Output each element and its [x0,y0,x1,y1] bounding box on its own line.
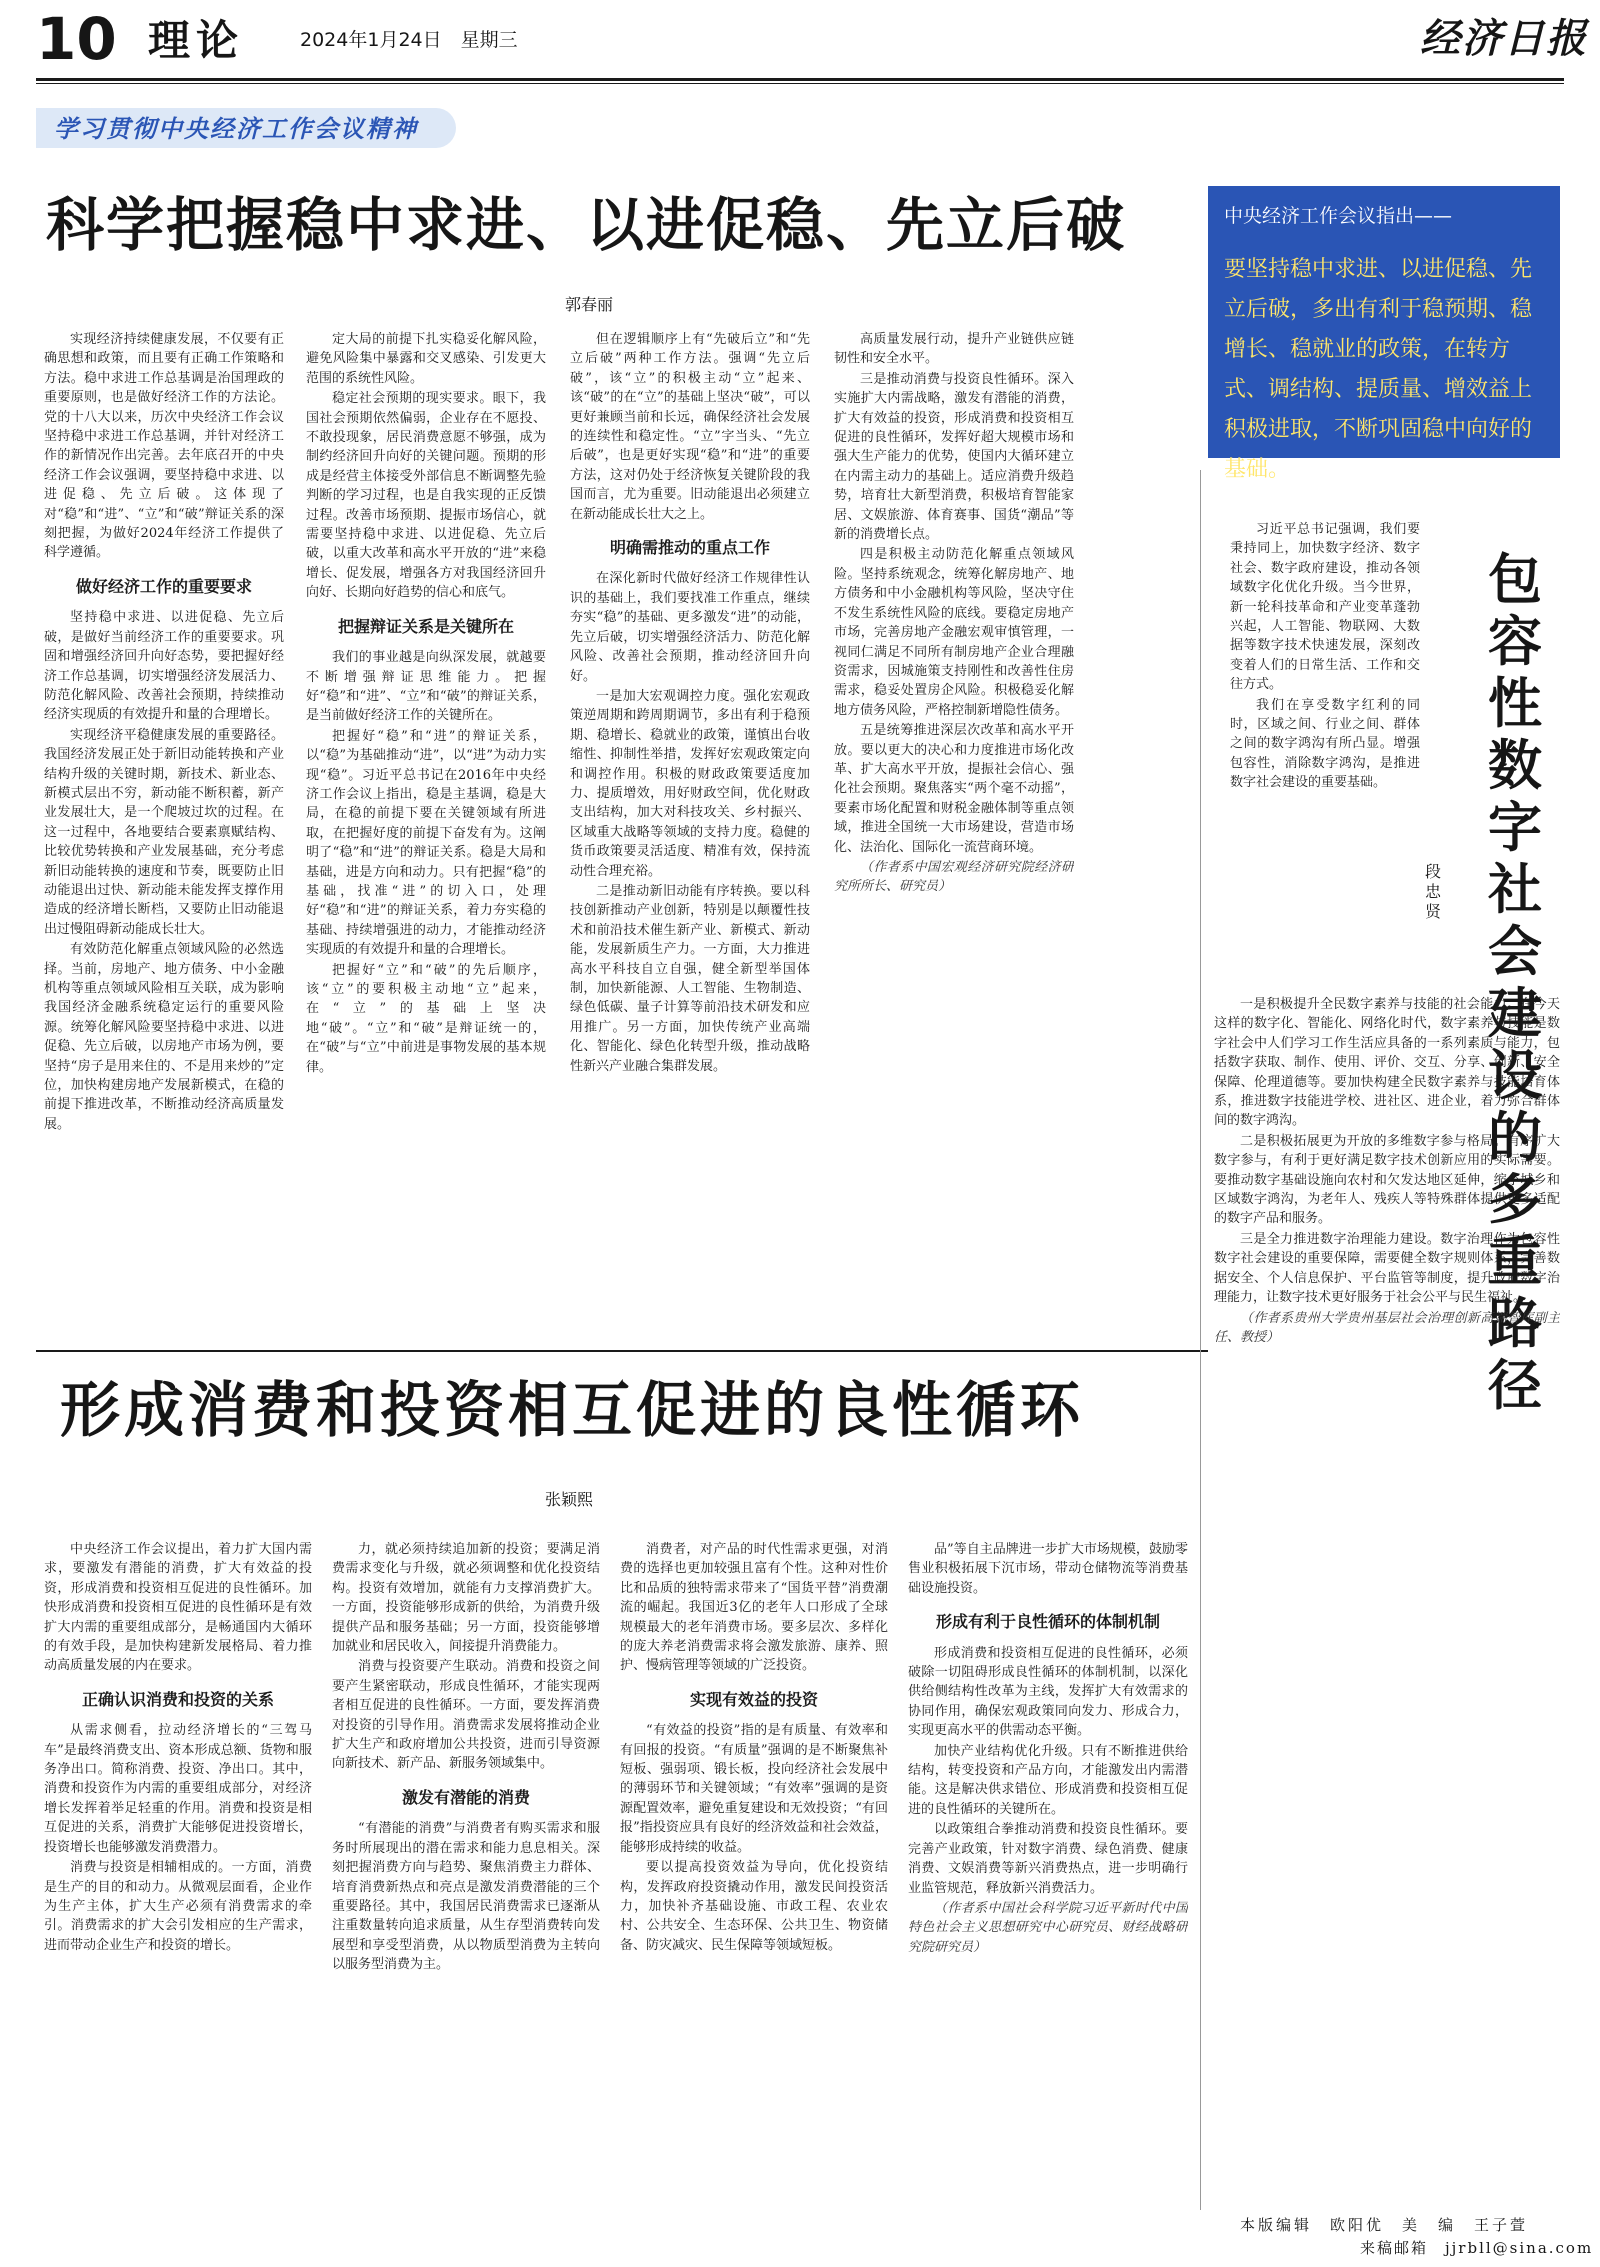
author-note: （作者系中国社会科学院习近平新时代中国特色社会主义思想研究中心研究员、财经战略研究院研究员） [908,1900,1188,1955]
masthead-rule [36,78,1564,81]
paragraph: “有效益的投资”指的是有质量、有效率和有回报的投资。“有质量”强调的是不断聚焦补短板、强弱项、锻长板，投向经济社会发展中的薄弱环节和关键领域；“有效率”强调的是资源配置效率，避免重复建设和无效投资；“有回报”指投资应具有良好的经济效益和社会效益，能够形成持续的收益。 [620,1723,888,1855]
paragraph: 一是加大宏观调控力度。强化宏观政策逆周期和跨周期调节，多出有利于稳预期、稳增长、稳就业的政策，谨慎出台收缩性、抑制性举措，发挥好宏观政策定向和调控作用。积极的财政政策要适度加力、提质增效，用好财政空间，优化财政支出结构，加大对科技攻关、乡村振兴、区域重大战略等领域的支持力度。稳健的货币政策要灵活适度、精准有效，保持流动性合理充裕。 [570,688,810,879]
paragraph: 要以提高投资效益为导向，优化投资结构，发挥政府投资撬动作用，激发民间投资活力，加快补齐基础设施、市政工程、农业农村、公共安全、生态环保、公共卫生、物资储备、防灾减灾、民生保障等领域短板。 [620,1860,888,1953]
paragraph: 品”等自主品牌进一步扩大市场规模，鼓励零售业积极拓展下沉市场，带动仓储物流等消费基础设施投资。 [908,1542,1188,1596]
paragraph: 在深化新时代做好经济工作规律性认识的基础上，我们要找准工作重点，继续夯实“稳”的基础、更多激发“进”的动能，先立后破，切实增强经济活力、防范化解风险、改善社会预期，推动经济回升向好。 [570,571,810,684]
paragraph: 实现经济平稳健康发展的重要路径。我国经济发展正处于新旧动能转换和产业结构升级的关键时期，新技术、新业态、新模式层出不穷，新动能不断积蓄，新产业发展壮大，是一个爬坡过坎的过程。在这一过程中，各地要结合要素禀赋结构、比较优势转换和产业发展基础，充分考虑新旧动能转换的速度和节奏，既要防止旧动能退出过快、新动能未能发挥支撑作用造成的经济增长断档，又要防止旧动能退出过慢阻碍新动能成长壮大。 [44,727,284,937]
paragraph: 我们在享受数字红利的同时，区域之间、行业之间、群体之间的数字鸿沟有所凸显。增强包容性，消除数字鸿沟，是推进数字社会建设的重要基础。 [1230,697,1420,791]
article1-author: 郭春丽 [565,295,614,314]
submission-email: 来稿邮箱 jjrbll@sina.com [1360,2239,1594,2257]
paragraph: 习近平总书记强调，我们要秉持同上，加快数字经济、数字社会、数字政府建设，推动各领域数字化优化升级。当今世界，新一轮科技革命和产业变革蓬勃兴起，人工智能、物联网、大数据等数字技术快速发展，深刻改变着人们的日常生活、工作和交往方式。 [1230,522,1420,693]
masthead-rule-thin [36,83,1564,84]
author-note: （作者系贵州大学贵州基层社会治理创新高端智库副主任、教授） [1214,1310,1560,1345]
article3-column-2 [1214,995,1560,2171]
subheading: 激发有潜能的消费 [401,1787,530,1807]
paragraph: 力，就必须持续追加新的投资；要满足消费需求变化与升级，就必须调整和优化投资结构。投资有效增加，就能有力支撑消费扩大。一方面，投资能够形成新的供给，为消费升级提供产品和服务基础；另一方面，投资能够增加就业和居民收入，间接提升消费能力。 [332,1542,600,1655]
paragraph: 三是推动消费与投资良性循环。深入实施扩大内需战略，激发有潜能的消费，扩大有效益的投资，形成消费和投资相互促进的良性循环，发挥好超大规模市场和强大生产能力的优势，使国内大循环建立在内需主动力的基础上。适应消费升级趋势，培育壮大新型消费，积极培育智能家居、文娱旅游、体育赛事、国货“潮品”等新的消费增长点。 [834,371,1074,543]
subheading: 形成有利于良性循环的体制机制 [935,1612,1160,1632]
article1-title: 科学把握稳中求进、以进促稳、先立后破 [46,191,1127,259]
paragraph: 加快产业结构优化升级。只有不断推进供给结构，转变投资和产品方向，才能激发出内需潜能。这是解决供求错位、形成消费和投资相互促进的良性循环的关键所在。 [908,1743,1188,1817]
paragraph: 一是积极提升全民数字素养与技能的社会能力。在今天这样的数字化、智能化、网络化时代，数字素养与技能是数字社会中人们学习工作生活应具备的一系列素质与能力，包括数字获取、制作、使用、评价、交互、分享、创新、安全保障、伦理道德等。要加快构建全民数字素养与技能培育体系，推进数字技能进学校、进社区、进企业，着力弥合群体间的数字鸿沟。 [1214,997,1560,1129]
article1-column-2 [306,330,546,1342]
paragraph: 我们的事业越是向纵深发展，就越要不断增强辩证思维能力。把握好“稳”和“进”、“立”和“破”的辩证关系，是当前做好经济工作的关键所在。 [306,650,546,724]
article1-column-1 [44,330,284,1342]
author-note: （作者系中国宏观经济研究院经济研究所所长、研究员） [834,859,1074,895]
paragraph: 高质量发展行动，提升产业链供应链韧性和安全水平。 [834,332,1074,367]
subheading: 把握辩证关系是关键所在 [337,616,514,636]
paragraph: “有潜能的消费”与消费者有购买需求和服务时所展现出的潜在需求和能力息息相关。深刻把握消费方向与趋势、聚焦消费主力群体、培育消费新热点和亮点是激发消费潜能的三个重要路径。其中，我国居民消费需求已逐渐从注重数量转向追求质量，从生存型消费转向发展型和享受型消费，从以物质型消费为主转向以服务型消费为主。 [332,1821,600,1973]
paragraph: 实现经济持续健康发展，不仅要有正确思想和政策，而且要有正确工作策略和方法。稳中求进工作总基调是治国理政的重要原则，也是做好经济工作的方法论。党的十八大以来，历次中央经济工作会议坚持稳中求进工作总基调，并针对经济工作的新情况作出完善。去年底召开的中央经济工作会议强调，要坚持稳中求进、以进促稳、先立后破。这体现了对“稳”和“进”、“立”和“破”辩证关系的深刻把握，为做好2024年经济工作提供了科学遵循。 [44,332,284,561]
paragraph: 二是积极拓展更为开放的多维数字参与格局。有序扩大数字参与，有利于更好满足数字技术创新应用的实际需要。要推动数字基础设施向农村和欠发达地区延伸，缩小城乡和区域数字鸿沟，为老年人、残疾人等特殊群体提供更多适配的数字产品和服务。 [1214,1133,1560,1227]
paragraph: 把握好“稳”和“进”的辩证关系，以“稳”为基础推动“进”，以“进”为动力实现“稳”。习近平总书记在2016年中央经济工作会议上指出，稳是主基调，稳是大局，在稳的前提下要在关键领域有所进取，在把握好度的前提下奋发有为。这阐明了“稳”和“进”的辩证关系。稳是大局和基础，进是方向和动力。只有把握“稳”的基础，找准“进”的切入口，处理好“稳”和“进”的辩证关系，着力夯实稳的基础、持续增强进的动力，才能推动经济实现质的有效提升和量的合理增长。 [306,728,546,958]
paragraph: 三是全力推进数字治理能力建设。数字治理作为包容性数字社会建设的重要保障，需要健全数字规则体系，完善数据安全、个人信息保护、平台监管等制度，提升政府数字治理能力，让数字技术更好服务于社会公平与民生福祉。 [1214,1231,1560,1306]
article3-title: 包容性数字社会建设的多重路径 [1488,547,1542,1417]
article2-title: 形成消费和投资相互促进的良性循环 [60,1376,1084,1446]
article2-column-4 [908,1540,1188,2250]
article3-author: 段忠贤 [1425,862,1442,921]
article1-column-4 [834,330,1074,1342]
article2-author: 张颖熙 [545,1490,594,1509]
paragraph: 有效防范化解重点领域风险的必然选择。当前，房地产、地方债务、中小金融机构等重点领域风险相互关联，成为影响我国经济金融系统稳定运行的重要风险源。统筹化解风险要坚持稳中求进、以进促稳、先立后破，以房地产市场为例，要坚持“房子是用来住的、不是用来炒的”定位，加快构建房地产发展新模式，在稳的前提下推进改革，不断推动经济高质量发展。 [44,942,284,1132]
paragraph: 二是推动新旧动能有序转换。要以科技创新推动产业创新，特别是以颠覆性技术和前沿技术催生新产业、新模式、新动能，发展新质生产力。一方面，大力推进高水平科技自立自强，健全新型举国体制，加快新能源、人工智能、生物制造、绿色低碳、量子计算等前沿技术研发和应用推广。另一方面，加快传统产业高端化、智能化、绿色化转型升级，推动战略性新兴产业融合集群发展。 [570,883,810,1074]
paragraph: 消费与投资要产生联动。消费和投资之间要产生紧密联动，形成良性循环，才能实现两者相互促进的良性循环。一方面，要发挥消费对投资的引导作用。消费需求发展将推动企业扩大生产和政府增加公共投资，进而引导资源向新技术、新产品、新服务领域集中。 [332,1659,600,1772]
article2-column-1 [44,1540,312,2250]
subheading: 实现有效益的投资 [689,1689,818,1709]
paragraph: 坚持稳中求进、以进促稳、先立后破，是做好当前经济工作的重要要求。巩固和增强经济回升向好态势，要把握好经济工作总基调，切实增强经济发展活力、防范化解风险、改善社会预期，持续推动经济实现质的有效提升和量的合理增长。 [44,610,284,723]
paragraph: 五是统筹推进深层次改革和高水平开放。要以更大的决心和力度推进市场化改革、扩大高水平开放，提振社会信心、强化社会预期。聚焦落实“两个毫不动摇”，要素市场化配置和财税金融体制等重点领域，推进全国统一大市场建设，营造市场化、法治化、国际化一流营商环境。 [834,723,1074,855]
paragraph: 从需求侧看，拉动经济增长的“三驾马车”是最终消费支出、资本形成总额、货物和服务净出口。简称消费、投资、净出口。其中，消费和投资作为内需的重要组成部分，对经济增长发挥着举足轻重的作用。消费和投资是相互促进的关系，消费扩大能够促进投资增长，投资增长也能够激发消费潜力。 [44,1723,312,1855]
paragraph: 中央经济工作会议提出，着力扩大国内需求，要激发有潜能的消费，扩大有效益的投资，形成消费和投资相互促进的良性循环。加快形成消费和投资相互促进的良性循环是有效扩大内需的重要组成部分，是畅通国内大循环的有效手段，是加快构建新发展格局、着力推动高质量发展的内在要求。 [44,1542,312,1674]
subheading: 做好经济工作的重要要求 [75,576,252,596]
callout-heading: 中央经济工作会议指出—— [1224,205,1453,227]
subheading: 明确需推动的重点工作 [609,538,770,558]
paragraph: 形成消费和投资相互促进的良性循环，必须破除一切阻碍形成良性循环的体制机制，以深化供给侧结构性改革为主线，发挥扩大有效需求的协同作用，确保宏观政策同向发力、形成合力，实现更高水平的供需动态平衡。 [908,1645,1188,1739]
paragraph: 但在逻辑顺序上有“先破后立”和“先立后破”两种工作方法。强调“先立后破”，该“立”的积极主动“立”起来、该“破”的在“立”的基础上坚决“破”，可以更好兼顾当前和长远，确保经济社会发展的连续性和稳定性。“立”字当头、“先立后破”，也是更好实现“稳”和“进”的重要方法，这对仍处于经济恢复关键阶段的我国而言，尤为重要。旧动能退出必须建立在新动能成长壮大之上。 [570,332,810,522]
article2-column-3 [620,1540,888,2250]
page-number: 10 [36,5,117,73]
editor-credits: 本版编辑 欧阳优 美 编 王子萱 [1240,2216,1529,2234]
paragraph: 定大局的前提下扎实稳妥化解风险，避免风险集中暴露和交叉感染、引发更大范围的系统性风险。 [306,332,546,386]
paragraph: 四是积极主动防范化解重点领域风险。坚持系统观念，统筹化解房地产、地方债务和中小金融机构等风险，坚决守住不发生系统性风险的底线。要稳定房地产市场，完善房地产金融宏观审慎管理，一视同仁满足不同所有制房地产企业合理融资需求，因城施策支持刚性和改善性住房需求，稳妥处置房企风险。积极稳妥化解地方债务风险，严格控制新增隐性债务。 [834,547,1074,718]
column-divider [1200,470,1201,2210]
issue-date: 2024年1月24日 星期三 [300,29,518,51]
callout-body: 要坚持稳中求进、以进促稳、先立后破，多出有利于稳预期、稳增长、稳就业的政策，在转方式、调结构、提质量、增效益上积极进取，不断巩固稳中向好的基础。 [1224,257,1533,482]
subheading: 正确认识消费和投资的关系 [81,1689,274,1709]
article3-column-1 [1230,520,1420,990]
paragraph: 稳定社会预期的现实要求。眼下，我国社会预期依然偏弱，企业存在不愿投、不敢投现象，居民消费意愿不够强，成为制约经济回升向好的关键问题。预期的形成是经营主体接受外部信息不断调整先验判断的学习过程，也是自我实现的正反馈过程。改善市场预期、提振市场信心，就需要坚持稳中求进、以进促稳、先立后破，以重大改革和高水平开放的“进”来稳增长、促发展，增强各方对我国经济回升向好、长期向好趋势的信心和底气。 [306,391,546,601]
topic-banner-text: 学习贯彻中央经济工作会议精神 [54,114,418,143]
paragraph: 消费者，对产品的时代性需求更强，对消费的选择也更加较强且富有个性。这种对性价比和品质的独特需求带来了“国货平替”消费潮流的崛起。我国近3亿的老年人口形成了全球规模最大的老年消费市场。要多层次、多样化的庞大养老消费需求将会激发旅游、康养、照护、慢病管理等领域的广泛投资。 [620,1542,888,1674]
section-divider [36,1350,1208,1352]
paragraph: 把握好“立”和“破”的先后顺序，该“立”的要积极主动地“立”起来，在“立”的基础上坚决地“破”。“立”和“破”是辩证统一的，在“破”与“立”中前进是事物发展的基本规律。 [306,962,546,1075]
article1-column-3 [570,330,810,1342]
paragraph: 以政策组合拳推动消费和投资良性循环。要完善产业政策，针对数字消费、绿色消费、健康消费、文娱消费等新兴消费热点，进一步明确行业监管规范，释放新兴消费活力。 [908,1822,1188,1896]
newspaper-logo: 经济日报 [1420,15,1588,62]
article2-column-2 [332,1540,600,2250]
section-name: 理论 [148,16,245,65]
paragraph: 消费与投资是相辅相成的。一方面，消费是生产的目的和动力。从微观层面看，企业作为生产主体，扩大生产必须有消费需求的牵引。消费需求的扩大会引发相应的生产需求，进而带动企业生产和投资的增长。 [44,1860,312,1953]
